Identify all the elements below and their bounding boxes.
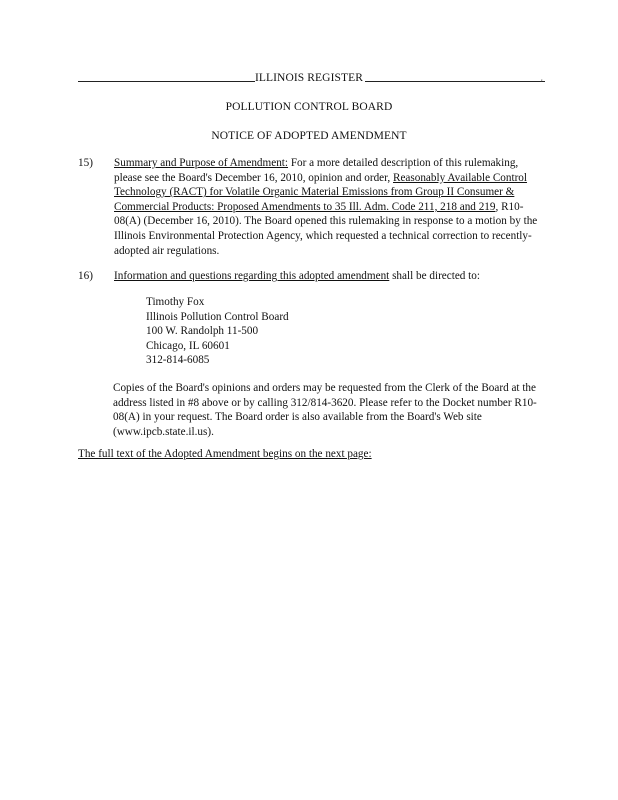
contact-phone: 312-814-6085 <box>146 354 210 367</box>
item-15-number: 15) <box>78 157 93 169</box>
item-16-number: 16) <box>78 270 93 282</box>
header-rule-tick: ' <box>541 78 543 88</box>
contact-name: Timothy Fox <box>146 296 205 308</box>
item-15-heading: Summary and Purpose of Amendment: <box>114 157 289 169</box>
contact-organization: Illinois Pollution Control Board <box>146 310 289 323</box>
item-15-text-after: , R10-08(A) (December 16, 2010). The Board opened this rulemaking in response to a motion by the Illinois Environmental Protection Agency, which requested a technical correction to recently-adopted air regulations. <box>114 200 538 257</box>
notice-title: NOTICE OF ADOPTED AMENDMENT <box>211 130 407 142</box>
agency-title: POLLUTION CONTROL BOARD <box>225 101 393 113</box>
copies-paragraph: Copies of the Board's opinions and orders may be requested from the Clerk of the Board at the address listed in #8 above or by calling 312/814-3620. Please refer to the Docket number R10-08(A) in your request. The Board order is also available from the Board's Web site (www.ipcb.state.il.us). <box>113 382 537 438</box>
contact-city: Chicago, IL 60601 <box>146 339 230 352</box>
item-16-text: shall be directed to: <box>389 270 480 282</box>
item-16-body <box>114 269 542 284</box>
register-title: ILLINOIS REGISTER <box>254 72 364 84</box>
full-text-note: The full text of the Adopted Amendment begins on the next page: <box>78 448 372 460</box>
item-15-reference: Reasonably Available Control Technology (RACT) for Volatile Organic Material Emissions from Group II Consumer & Commercial Products: Proposed Amendments to 35 Ill. Adm. Code 211, 218 and 219 <box>114 171 528 213</box>
item-16-heading: Information and questions regarding this adopted amendment <box>114 270 390 282</box>
contact-block <box>146 295 289 368</box>
item-15-body <box>114 156 542 258</box>
item-15-text-before: For a more detailed description of this rulemaking, please see the Board's December 16, 2010, opinion and order, <box>114 157 519 184</box>
contact-street: 100 W. Randolph 11-500 <box>146 325 259 338</box>
